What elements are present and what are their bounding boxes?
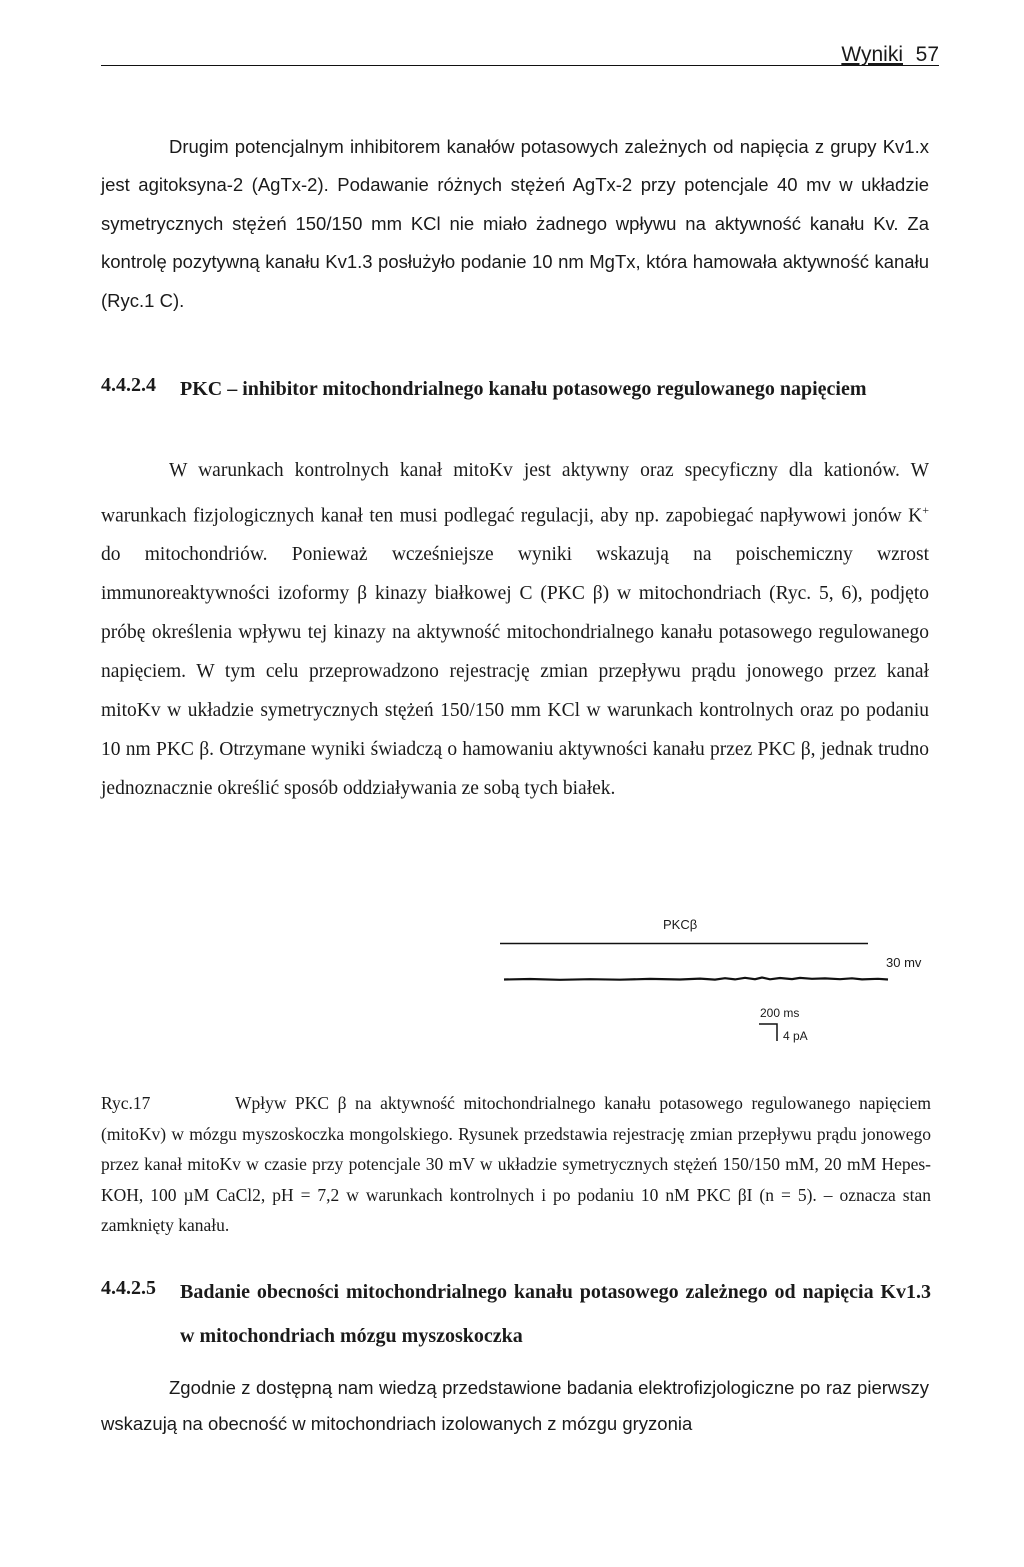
section-title: PKC – inhibitor mitochondrialnego kanału potasowego regulowanego napięciem: [180, 378, 867, 400]
page-number: 57: [915, 43, 939, 66]
scale-bar: [759, 1024, 777, 1041]
trace-label: PKCβ: [663, 917, 698, 932]
caption-text: Wpływ PKC β na aktywność mitochondrialnego kanału potasowego regulowanego napięciem (mitoKv) w mózgu myszoskoczka mongolskiego. Rysunek przedstawia rejestrację zmian przepływu prądu jonowego przez kanał mitoKv w czasie przy potencjale 30 mV w układzie symetrycznych stężeń 150/150 mM, 20 mM Hepes-KOH, 100 µM CaCl2, pH = 7,2 w warunkach kontrolnych i po podaniu 10 nM PKC βI (n = 5). – oznacza stan zamknięty kanału.: [101, 1093, 931, 1235]
paragraph-pkc-part2: do mitochondriów. Ponieważ wcześniejsze wyniki wskazują na poischemiczny wzrost immunoreaktywności izoformy β kinazy białkowej C (PKC β) w mitochondriach (Ryc. 5, 6), podjęto próbę określenia wpływu tej kinazy na aktywność mitochondrialnego kanału potasowego regulowanego napięciem. W tym celu przeprowadzono rejestrację zmian przepływu prądu jonowego przez kanał mitoKv w układzie symetrycznych stężeń 150/150 mm KCl w warunkach kontrolnych oraz po podaniu 10 nm PKC β. Otrzymane wyniki świadczą o hamowaniu aktywności kanału przez PKC β, jednak trudno jednoznacznie określić sposób oddziaływania ze sobą tych białek.: [101, 544, 929, 799]
potassium-charge-superscript: +: [922, 502, 929, 517]
figure-pkc-trace: [500, 915, 940, 1085]
section-number: 4.4.2.5: [101, 1277, 156, 1299]
section-number: 4.4.2.4: [101, 374, 156, 396]
paragraph-kv13: Zgodnie z dostępną nam wiedzą przedstawione badania elektrofizjologiczne po raz pierwszy wskazują na obecność w mitochondriach izolowanych z mózgu gryzonia: [101, 1377, 929, 1434]
voltage-label: 30 mv: [886, 955, 922, 970]
current-trace-plot: [500, 915, 940, 1085]
current-trace: [504, 978, 888, 980]
paragraph-agitoxin: Drugim potencjalnym inhibitorem kanałów potasowych zależnych od napięcia z grupy Kv1.x jest agitoksyna-2 (AgTx-2). Podawanie różnych stężeń AgTx-2 przy potencjale 40 mv w układzie symetrycznych stężeń 150/150 mm KCl nie miało żadnego wpływu na aktywność kanału Kv. Za kontrolę pozytywną kanału Kv1.3 posłużyło podanie 10 nm MgTx, która hamowała aktywność kanału (Ryc.1 C).: [101, 136, 929, 311]
running-title: Wyniki: [841, 43, 903, 66]
current-scale-label: 4 pA: [783, 1029, 808, 1043]
figure-caption: [101, 1088, 931, 1241]
paragraph-pkc: [101, 452, 929, 809]
caption-label: Ryc.17: [101, 1093, 151, 1113]
header-rule: [101, 65, 939, 66]
page-header: [101, 44, 939, 68]
paragraph-pkc-part1: W warunkach kontrolnych kanał mitoKv jest aktywny oraz specyficzny dla kationów. W warunkach fizjologicznych kanał ten musi podlegać regulacji, aby np. zapobiegać napływowi jonów K: [101, 460, 929, 527]
section-title: Badanie obecności mitochondrialnego kanału potasowego zależnego od napięcia Kv1.3 w mitochondriach mózgu myszoskoczka: [180, 1281, 931, 1347]
time-scale-label: 200 ms: [760, 1006, 800, 1020]
